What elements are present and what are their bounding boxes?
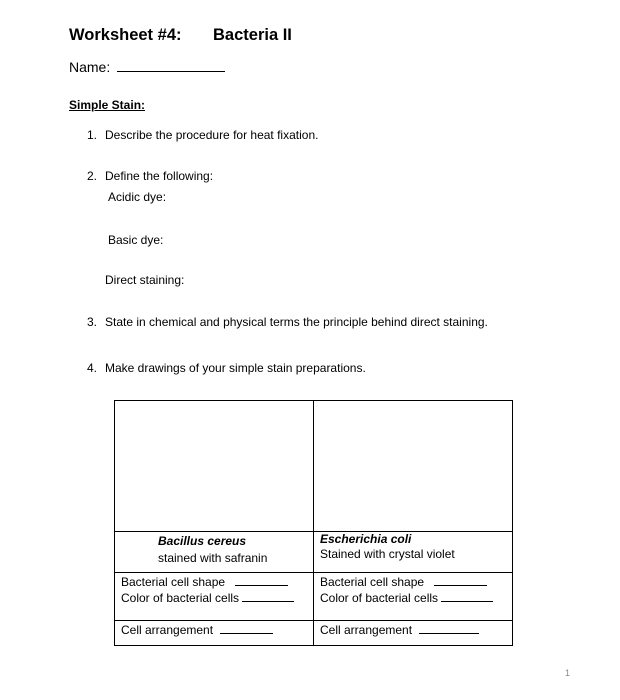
- name-field: [69, 59, 225, 75]
- drawing-area-bacillus[interactable]: [115, 401, 314, 532]
- cell-arrangement-label: Cell arrangement: [320, 623, 413, 637]
- worksheet-title: Worksheet #4:: [69, 26, 182, 44]
- arrangement-bacillus: [115, 621, 314, 646]
- cell-arrangement-field[interactable]: [115, 621, 313, 637]
- cell-shape-field[interactable]: [320, 574, 512, 590]
- cell-arrangement-label: Cell arrangement: [121, 623, 214, 637]
- question-text: Define the following:: [105, 169, 214, 183]
- drawing-area-ecoli[interactable]: [314, 401, 513, 532]
- fields-ecoli: [314, 573, 513, 621]
- blank-line: [419, 622, 479, 634]
- question-number: 2.: [87, 169, 98, 183]
- question-text: State in chemical and physical terms the principle behind direct staining.: [105, 315, 488, 329]
- organism-name: Escherichia coli: [320, 532, 412, 546]
- blank-line: [434, 574, 487, 586]
- cell-color-field[interactable]: [121, 590, 313, 606]
- arrangement-ecoli: [314, 621, 513, 646]
- worksheet-topic: Bacteria II: [213, 26, 292, 44]
- section-title: Simple Stain:: [69, 98, 146, 112]
- blank-line: [242, 590, 294, 602]
- cell-shape-field[interactable]: [121, 574, 313, 590]
- question-number: 1.: [87, 128, 98, 142]
- stain-drawing-table: [114, 400, 513, 646]
- stain-description: Stained with crystal violet: [320, 547, 455, 561]
- organism-name: Bacillus cereus: [158, 534, 247, 548]
- cell-color-label: Color of bacterial cells: [320, 591, 439, 605]
- question-text: Make drawings of your simple stain preparations.: [105, 361, 366, 375]
- cell-arrangement-field[interactable]: [314, 621, 512, 637]
- page-number: 1: [565, 668, 571, 678]
- cell-shape-label: Bacterial cell shape: [320, 575, 425, 589]
- caption-ecoli: [314, 532, 513, 573]
- stain-description: stained with safranin: [158, 551, 268, 565]
- subterm-direct-staining: Direct staining:: [105, 273, 185, 287]
- question-number: 4.: [87, 361, 98, 375]
- subterm-basic-dye: Basic dye:: [108, 233, 164, 247]
- cell-shape-label: Bacterial cell shape: [121, 575, 226, 589]
- name-blank-line: [117, 60, 225, 72]
- fields-bacillus: [115, 573, 314, 621]
- name-label: Name:: [69, 59, 111, 75]
- blank-line: [220, 622, 273, 634]
- blank-line: [441, 590, 493, 602]
- question-number: 3.: [87, 315, 98, 329]
- subterm-acidic-dye: Acidic dye:: [108, 190, 167, 204]
- caption-bacillus: [115, 532, 314, 573]
- blank-line: [235, 574, 288, 586]
- cell-color-label: Color of bacterial cells: [121, 591, 240, 605]
- cell-color-field[interactable]: [320, 590, 512, 606]
- question-text: Describe the procedure for heat fixation.: [105, 128, 319, 142]
